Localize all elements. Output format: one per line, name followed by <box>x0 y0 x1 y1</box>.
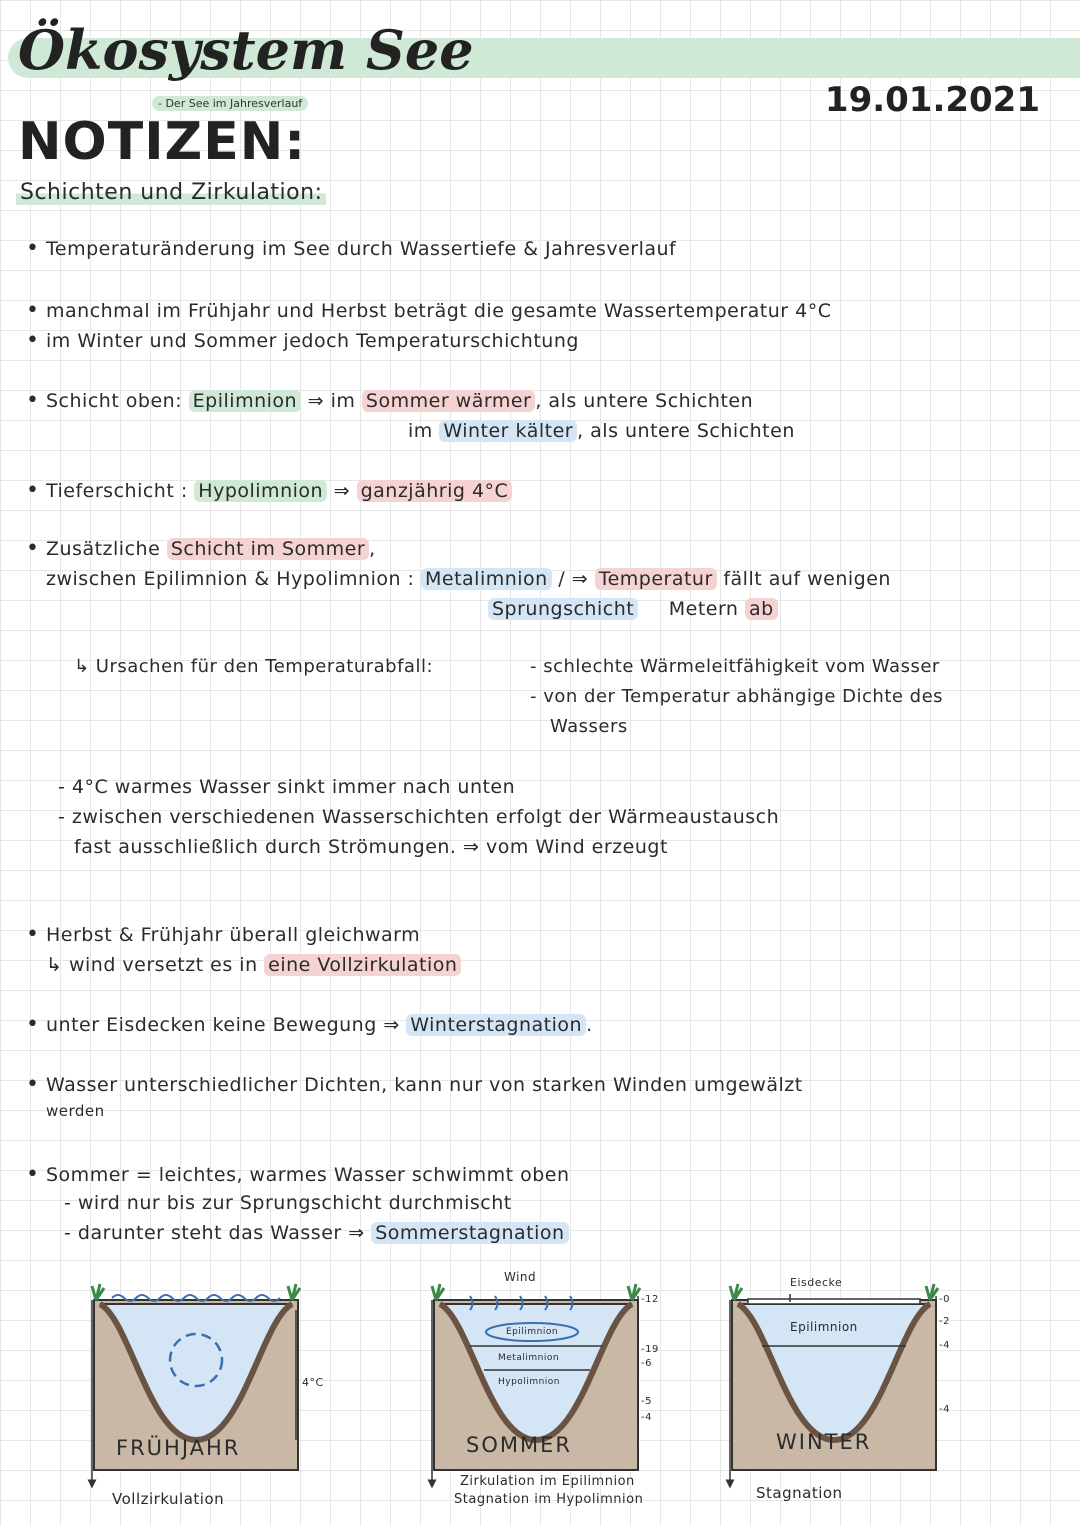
note-text: - darunter steht das Wasser ⇒ <box>64 1222 365 1244</box>
bullet: • <box>26 478 40 503</box>
note-line: - von der Temperatur abhängige Dichte des <box>530 686 944 707</box>
bullet: • <box>26 328 40 353</box>
note-text: Metern <box>668 598 739 620</box>
summer-hypolimnion-label: Hypolimnion <box>498 1377 560 1387</box>
note-line <box>488 598 778 620</box>
note-line: - 4°C warmes Wasser sinkt immer nach unten <box>58 776 516 798</box>
bullet: • <box>26 1012 40 1037</box>
ice-cover <box>748 1299 920 1304</box>
note-line: - zwischen verschiedenen Wasserschichten erfolgt der Wärmeaustausch <box>58 806 780 828</box>
note-line <box>408 420 795 442</box>
note-text: . <box>586 1014 593 1036</box>
note-highlight: eine Vollzirkulation <box>264 954 461 976</box>
note-text: fällt auf wenigen <box>723 568 891 590</box>
note-text: Tieferschicht : <box>46 480 188 502</box>
reed-icon <box>432 1284 444 1300</box>
note-line: - wird nur bis zur Sprungschicht durchmischt <box>64 1192 512 1214</box>
note-line: ↳ Ursachen für den Temperaturabfall: <box>74 656 434 677</box>
note-line <box>46 954 461 976</box>
term-epilimnion: Epilimnion <box>189 390 301 412</box>
note-line <box>46 1014 593 1036</box>
summer-temp-tick: -5 <box>641 1396 652 1407</box>
note-line <box>46 568 891 590</box>
note-text: zwischen Epilimnion & Hypolimnion : <box>46 568 415 590</box>
reed-icon <box>92 1284 104 1300</box>
note-text: Schicht oben: <box>46 390 183 412</box>
summer-temp-tick: -12 <box>641 1294 659 1305</box>
note-highlight: ganzjährig 4°C <box>357 480 513 502</box>
bullet: • <box>26 298 40 323</box>
note-line: Wasser unterschiedlicher Dichten, kann nur von starken Winden umgewälzt <box>46 1074 803 1096</box>
note-line <box>64 1222 569 1244</box>
summer-temp-tick: -19 <box>641 1344 659 1355</box>
ice-cover-label: Eisdecke <box>790 1276 843 1289</box>
note-text: ⇒ <box>333 480 351 502</box>
summer-temp-tick: -6 <box>641 1358 652 1369</box>
note-text: im <box>408 420 433 442</box>
summer-caption-2: Stagnation im Hypolimnion <box>454 1492 644 1507</box>
note-text: , als untere Schichten <box>577 420 795 442</box>
note-text: ⇒ im <box>307 390 356 412</box>
winter-caption: Stagnation <box>756 1484 843 1502</box>
wind-label: Wind <box>504 1270 537 1284</box>
note-highlight: Winter kälter <box>439 420 577 442</box>
note-line: Temperaturänderung im See durch Wassertiefe & Jahresverlauf <box>46 238 677 260</box>
bullet: • <box>26 536 40 561</box>
spring-season-label: FRÜHJAHR <box>116 1436 241 1460</box>
term-metalimnion: Metalimnion <box>421 568 552 590</box>
note-line: Herbst & Frühjahr überall gleichwarm <box>46 924 421 946</box>
note-line: fast ausschließlich durch Strömungen. ⇒ vom Wind erzeugt <box>74 836 668 858</box>
note-highlight: ab <box>745 598 778 620</box>
winter-season-label: WINTER <box>776 1430 872 1454</box>
spring-temp-label: 4°C <box>302 1376 324 1389</box>
spring-caption: Vollzirkulation <box>112 1490 225 1508</box>
note-highlight: Schicht im Sommer <box>167 538 369 560</box>
note-line: Wassers <box>550 716 628 737</box>
bullet: • <box>26 922 40 947</box>
note-line: - schlechte Wärmeleitfähigkeit vom Wasser <box>530 656 940 677</box>
note-text: , <box>369 538 376 560</box>
term-hypolimnion: Hypolimnion <box>194 480 327 502</box>
page-title: Ökosystem See <box>18 18 474 82</box>
bullet: • <box>26 236 40 261</box>
notes-heading: NOTIZEN: <box>18 112 307 172</box>
note-text: , als untere Schichten <box>535 390 754 412</box>
note-line: im Winter und Sommer jedoch Temperaturschichtung <box>46 330 579 352</box>
winter-lake-diagram <box>730 1284 938 1484</box>
note-highlight: Temperatur <box>595 568 717 590</box>
term-sommerstagnation: Sommerstagnation <box>371 1222 568 1244</box>
reed-icon <box>730 1284 742 1300</box>
note-text: unter Eisdecken keine Bewegung ⇒ <box>46 1014 400 1036</box>
summer-metalimnion-label: Metalimnion <box>498 1353 560 1363</box>
reed-icon <box>288 1284 300 1300</box>
winter-temp-tick: -4 <box>939 1340 950 1351</box>
winter-temp-tick: -0 <box>939 1294 950 1305</box>
winter-temp-tick: -2 <box>939 1316 950 1327</box>
bullet: • <box>26 388 40 413</box>
note-line: Sommer = leichtes, warmes Wasser schwimmt oben <box>46 1164 570 1186</box>
summer-caption-1: Zirkulation im Epilimnion <box>460 1474 635 1489</box>
note-line <box>46 480 512 502</box>
summer-temp-tick: -4 <box>641 1412 652 1423</box>
page-subtitle: - Der See im Jahresverlauf <box>152 96 308 111</box>
term-winterstagnation: Winterstagnation <box>406 1014 586 1036</box>
bullet: • <box>26 1162 40 1187</box>
bullet: • <box>26 1072 40 1097</box>
date: 19.01.2021 <box>824 80 1040 120</box>
note-text: / ⇒ <box>558 568 589 590</box>
summer-season-label: SOMMER <box>466 1433 572 1457</box>
note-line <box>46 538 376 560</box>
section-heading: Schichten und Zirkulation: <box>16 180 326 205</box>
term-sprungschicht: Sprungschicht <box>488 598 638 620</box>
summer-epilimnion-label: Epilimnion <box>506 1327 559 1337</box>
winter-epilimnion-label: Epilimnion <box>790 1320 858 1334</box>
note-line <box>46 390 753 412</box>
note-highlight: Sommer wärmer <box>362 390 535 412</box>
note-line: manchmal im Frühjahr und Herbst beträgt die gesamte Wassertemperatur 4°C <box>46 300 832 322</box>
winter-temp-tick: -4 <box>939 1404 950 1415</box>
note-text: ↳ wind versetzt es in <box>46 954 258 976</box>
note-line: werden <box>46 1102 105 1120</box>
note-text: Zusätzliche <box>46 538 161 560</box>
